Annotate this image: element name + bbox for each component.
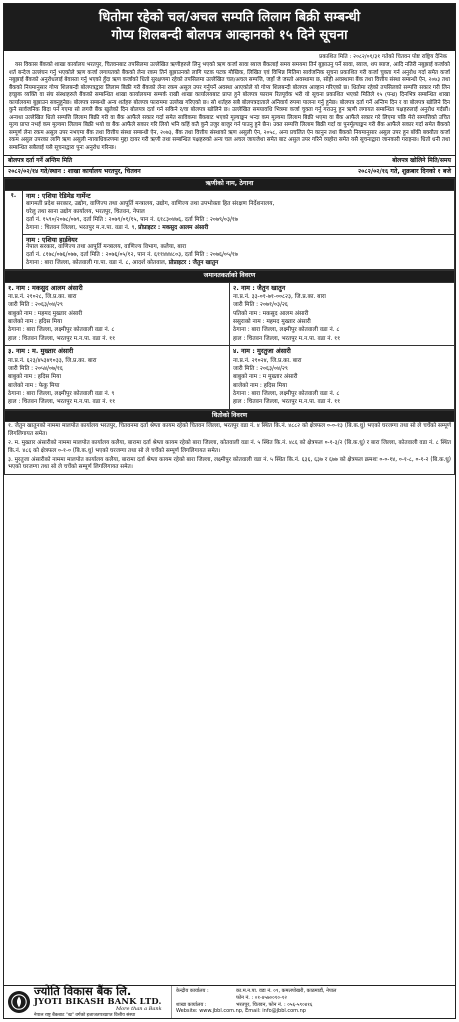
central-office-phone: फोन नं. : ०१-४५७००१०-१२ [236, 994, 287, 1001]
branch-office-address: भरतपुर, चितवन, फोन नं. : ०५६-५९०४१६ [236, 1001, 313, 1008]
opening-date-label: बोलपत्र खोलिने मिति/समय [392, 157, 451, 165]
bank-name-nepali: ज्योति विकास बैंक लि. [34, 984, 132, 999]
central-office-phone-row [176, 995, 451, 1002]
borrower-proprietor: प्रोप्राइटर : मकसुद आलम अंसारी [138, 224, 209, 231]
guarantor-line: हाल : चितवन जिल्ला, भरतपुर म.न.पा. वडा नं. ११ [233, 335, 341, 342]
guarantor-entry [5, 282, 230, 346]
borrower-address-text: ठेगाना : बारा जिल्ला, कोतवाली गा.पा. वडा नं. ८, आदर्श कोतवाल, [26, 260, 167, 267]
bank-logo-icon [8, 991, 30, 1013]
banner-title-line2: गोप्य शिलबन्दी बोलपत्र आव्हानको १५ दिने सूचना [111, 27, 348, 43]
guarantor-line: हाल : चितवन जिल्ला, भरतपुर म.न.पा. वडा नं. ११ [8, 335, 116, 342]
guarantor-line: ठेगाना : बारा जिल्ला, लक्ष्मीपुर कोतवाली वडा नं. ८ [233, 391, 340, 398]
guarantor-line: ना.प्र.नं. २१०२८, जि.प्र.का. बारा [8, 293, 77, 300]
borrower-entry [23, 234, 455, 270]
guarantor-entry [230, 282, 455, 346]
bank-offices [172, 986, 455, 1018]
central-office-label: केन्द्रीय कार्यालय : [176, 988, 209, 994]
guarantor-line: जारी मिति : २०६३/०४/२९ [233, 365, 288, 372]
guarantor-line: बाजेको नाम : फेकु मिया [8, 382, 60, 389]
website-email[interactable]: Website: www.jbbl.com.np, Email: info@jbbl.com.np [176, 1008, 306, 1015]
guarantor-line: हाल : चितवन जिल्ला, भरतपुर म.न.पा. वडा नं. ११ [8, 399, 116, 406]
guarantor-line: ठेगाना : बारा जिल्ला, लक्ष्मीपुर कोतवाली वडा नं. ९ [8, 391, 115, 398]
collateral-item: १. जैतुन खातुनको नाममा मालपोत कार्यालय भरतपुर, चितवनमा दर्ता श्रेष्ता कायम रहेको चितवन जिल्ला, भरतपुर वडा नं. ४ स्थित कि.नं. ४८८२ को क्षेत्रफल ०-०-१३ (बि.क.धु) भएको घरजग्गा तथा सो ले चर्चेको सम्पूर्ण लिगलिगायत समेत। [8, 423, 451, 438]
bank-logo-text [34, 985, 162, 1018]
branch-office-label: शाखा कार्यालय : [176, 1001, 207, 1008]
bank-tagline: More than a Bank [116, 1006, 162, 1013]
guarantor-line: हाल : चितवन जिल्ला, भरतपुर म.न.पा. वडा नं. ११ [233, 399, 341, 406]
collateral-section-title: धितोको विवरण [5, 410, 455, 421]
borrower-address [26, 260, 451, 268]
guarantor-line: बाजेको नाम : हदिस मिया [8, 319, 62, 326]
guarantor-line: ना.प्र.नं. ३३-०१-७१-००८२३, जि.प्र.का. बारा [233, 293, 326, 300]
registration-deadline-label: बोलपत्र दर्ता गर्ने अन्तिम मिति [8, 157, 73, 165]
guarantor-line: पतिको नाम : मकसुद आलम अंसारी [233, 310, 309, 317]
borrower-table [4, 178, 455, 270]
guarantor-line: बाबुको नाम : महमद मुख्तार अंसारी [8, 310, 83, 317]
publication-date: प्रकाशित मिति : २०८२/०१/३१ गतेको चितवन पोष्ट राष्ट्रिय दैनिक [319, 53, 447, 60]
guarantor-line: ठेगाना : बारा जिल्ला, लक्ष्मीपुर कोतवाली वडा नं. ८ [233, 327, 340, 334]
bank-logo [4, 986, 172, 1018]
borrower-entry [23, 190, 455, 234]
banner-title-line1: धितोमा रहेको चल/अचल सम्पति लिलाम बिक्री सम्बन्धी [98, 10, 361, 25]
borrower-line: दर्ता नं. १५९०/२०७८/०७९, दर्ता मिति : २०७९/०१/१५, पान नं. ६१८३०४७६, दर्ता मिति : २०७९/०३/१७ [26, 216, 238, 223]
borrower-line: नेपाल सरकार, वाणिज्य तथा आपूर्ति मन्त्रालय, वाणिज्य विभाग, कलैया, बारा [26, 244, 187, 251]
branch-office-row [176, 1002, 451, 1009]
borrower-proprietor: प्रोप्राइटर : जैतुन खातुन [168, 260, 219, 267]
guarantor-line: बाबुको नाम : म मुख्तार अंसारी [233, 374, 298, 381]
central-office-address: का.म.न.पा. वडा नं. ०९, कमलपोखरी, काठमाडौं, नेपाल [236, 988, 337, 994]
guarantor-entry [5, 346, 230, 410]
borrower-line: बागमती प्रदेश सरकार, उद्योग, वाणिज्य तथा आपूर्ति मन्त्रालय, उद्योग, वाणिज्य तथा उपभोक्ता हित संरक्षण निर्देशनालय, [26, 200, 275, 207]
guarantor-name: ३. नाम : म. मुख्तार अंसारी [8, 347, 74, 356]
collateral-item: ३. मुरतुजा अंसारीको नाममा मालपोत कार्यालय कलैया, बारामा दर्ता श्रेष्ता कायम रहेको बारा जिल्ला, लक्ष्मीपुर कोतवाली वडा नं. ५ स्थित कि.नं. ६३६, ६३७ र ६७७ को क्षेत्रफल क्रमशः ०-०-१४, ०-१-८, ०-१-२ (बि.क.धु) भएको घरजग्गा तथा सो ले चर्चेको सम्पूर्ण लिगलिगायत समेत। [8, 456, 451, 471]
notice-body [4, 62, 455, 152]
borrower-section-title: ऋणीको नाम, ठेगाना [5, 179, 455, 190]
collateral-item: २. म. मुख्तार अंसारीको नाममा मालपोत कार्यालय कलैया, बारामा दर्ता श्रेष्ता कायम रहेको बारा जिल्ला, कोतवाली वडा नं. ५ स्थित कि.नं. ४८६ को क्षेत्रफल ०-१-३/२ (बि.क.धु) र बारा जिल्ला, कोतवाली वडा नं. ८ स्थित कि.नं. ४८६ को क्षेत्रफल ०-१-० (बि.क.धु) भएको घरजग्गा तथा सो ले चर्चेको सम्पूर्ण लिगलिगायत समेत। [8, 439, 451, 454]
guarantor-line: ठेगाना : बारा जिल्ला, लक्ष्मीपुर कोतवाली वडा नं. ८ [8, 327, 115, 334]
guarantor-table [4, 270, 455, 410]
guarantor-entry [230, 346, 455, 410]
guarantor-line: जारी मिति : २०६३/०४/२९ [8, 302, 63, 309]
bank-name-english: JYOTI BIKASH BANK LTD. [34, 996, 162, 1007]
guarantor-line: जारी मिति : २०७१/०३/२६ [233, 302, 288, 309]
bank-footer [4, 985, 455, 1018]
flame-icon [10, 993, 28, 1011]
notice-page [3, 3, 456, 1019]
guarantor-line: बाबुको नाम : हदिस मिया [8, 374, 61, 381]
guarantor-line: ना.प्र.नं. ६२३/४५३४१०३३, जि.प्र.का. बारा [8, 357, 97, 364]
notice-banner [4, 4, 455, 51]
borrower-address-text: ठेगाना : चितवन जिल्ला, भरतपुर म.न.पा. वडा नं. ९, [26, 224, 137, 231]
deadline-values [4, 166, 455, 178]
collateral-table [4, 410, 455, 475]
registration-deadline-value: २०८२/०२/१४ गते/स्थान : शाखा कार्यालय भरतपुर, चितवन [8, 168, 141, 176]
central-office-row [176, 988, 451, 995]
deadline-labels [4, 155, 455, 166]
borrower-line: घरेलु तथा साना उद्योग कार्यालय, भरतपुर, चितवन, नेपाल [26, 208, 145, 215]
borrower-name: नाम : एशिया रेडिमेड गार्मेन्ट [26, 191, 91, 200]
borrower-name: नाम : एशिया हार्डवेयर [26, 235, 78, 244]
borrower-serial: १. [5, 190, 23, 270]
guarantor-name: ४. नाम : मुरतुजा अंसारी [233, 347, 291, 356]
notice-body-paragraph: यस विकास बैंकको शाखा कार्यालय भरतपुर, चितवनबाट तपसिलमा उल्लेखित ऋणीहरुले लिनु भएको ऋण कर्जा सावा ब्याज बैंकलाई समय समयमा तिर्न बुझाउनु पर्ने सावा, ब्याज, थप ब्याज, आदि नतिरी नबुझाई कर्जाको शर्त बन्देज उल्लंघन गर्नु भएकोले ऋण कर्जा लगायतको बैंकको लेना रकम तिर्न बुझाउनको लागि पटक पटक मौखिक, लिखित एवं विभिन्न मितिमा सार्वजनिक सूचना प्रकाशित गरी कर्जा चुक्ता गर्न अनुरोध गर्दा समेत कर्जा नबुझाई बैंकको अनुरोधलाई बेवास्ता गर्नु भएको हुँदा ऋण कर्जाको धितो सुरक्षणमा रहेको तपसिलमा उल्लेखित चल/अचल सम्पत्ति, जहाँ जे जस्तो अवस्थामा छ, सोही अवस्थामा बैंक तथा वित्तीय संस्था सम्बन्धी ऐन, २०७३ तथा बैंकको नियमानुसार गोप्य शिलबन्दी बोलपत्रद्वारा लिलाम बिक्री गरी बैंकको लेना रकम असुल उपर गर्नुपर्ने अवस्था आएकोले यो गोप्य शिलबन्दी बोलपत्र आव्हान गरिएको छ। धितोमा रहेको तपसिलको सम्पत्ति सकार गरी लिन इच्छुक व्यक्ति वा संघ संस्थाहरुले बैंकको सम्बन्धित शाखा कार्यालयमा सम्पर्क राखी शाखा कार्यालयबाट प्राप्त हुने बोलपत्र फाराम रितपूर्वक भरी यो सूचना प्रकाशित भएको मितिले १५ (पन्ध्र) दिनभित्र सम्बन्धित शाखा कार्यालयमा बुझाउन सक्नुहुनेछ। बोलपत्र सम्बन्धी अन्य शर्तहरु बोलपत्र फाराममा उल्लेख गरिएको छ। सो शर्तहरु सबै बोलपत्रदाताले अनिवार्य रुपमा पालना गर्नु हुनेछ। बोलपत्र दर्ता गर्ने अन्तिम दिन र वा बोलपत्र खोलिने दिन कुनै सार्वजनिक बिदा पर्न गएमा सो लगत्तै बैंक खुलेको दिन बोलपत्र दर्ता गर्न सकिने र/वा बोलपत्र खोलिने छ। उल्लेखित समयावधि भित्रमा कर्जा चुक्ता गर्नु गराउनु हुन ऋणी लगायत सम्बन्धित पक्षहरुलाई अनुरोध गर्दछौं। अन्यथा उल्लेखित धितो सम्पत्ति लिलाम बिक्री गरी वा बैंक आफैंले सकार गर्दा समेत साविकमा बैंकबाट भएको मूल्याङ्कन भन्दा कम मूल्यमा लिलाम बिक्री भएमा वा बैंक आफैंले सकार गरे लिएमा पछि मेरो सम्पत्तिको उचित मूल्य प्राप्त नभई कम मूल्यमा लिलाम बिक्री भयो वा बैंक आफैंले सकार गरि लियो भनि कहिं कतै कुनै उजुर बाजुर गर्न पाउनु हुने छैन। उक्त सम्पत्ति लिलाम बिक्री गर्दा वा पुनर्मूल्याङ्कन गरी बैंक आफैंले सकार गर्दा समेत बैंकको सम्पूर्ण लेना रकम असुल उपर नभएमा बैंक तथा वित्तीय संस्था सम्बन्धी ऐन, २०७३, बैंक तथा वित्तीय संस्थाको ऋण असुली ऐन, २०५८, अन्य प्रचलित ऐन कानुन तथा बैंकको नियमानुसार असुल उपर हुन बाँकी बक्यौता कर्जा रकम असुल उपरका लागि ऋण असुली न्यायाधिकरणमा मुद्दा दायर गरी ऋणी तथा सम्बन्धित पक्षहरुको अन्य चल अचल जायजेथा समेत बाट असुल उपर गरिने व्यहोरा समेत यसै सूचनाद्वारा जानकारी गराइन्छ। धितो धनी तथा सम्बन्धित सबैलाई यसै सूचनाद्वारा पुनः अनुरोध गरिन्छ। [9, 62, 450, 151]
guarantor-line: बाजेको नाम : हदिस मिया [233, 382, 287, 389]
opening-date-value: २०८२/०२/१६ गते, शुक्रबार दिनको १ बजे [357, 168, 451, 176]
guarantor-section-title: जमानतकर्ताको विवरण [5, 271, 455, 282]
borrower-line: दर्ता नं. ८१७८/०७६/०७७, दर्ता मिति : २०७६/०५/१२, पान नं. ६११४४४८०३, दर्ता मिति : २०७६/०५/१७ [26, 252, 238, 259]
guarantor-name: २. नाम : जैतुन खातुन [233, 283, 286, 292]
collateral-details [5, 422, 455, 475]
guarantor-line: ससुराको नाम : महमद मुख्तार अंसारी [233, 319, 311, 326]
website-row [176, 1008, 451, 1015]
guarantor-name: १. नाम : मकसुद आलम अंसारी [8, 283, 83, 292]
guarantor-line: ना.प्र.नं. २१०२४, जि.प्र.का. बारा [233, 357, 302, 364]
bank-license: नेपाल राष्ट्र बैंकबाट "ख" वर्गको इजाजतपत्रप्राप्त वित्तीय संस्था [34, 1012, 136, 1018]
borrower-address [26, 225, 451, 233]
guarantor-line: जारी मिति : २०५४/०७/१६ [8, 365, 63, 372]
